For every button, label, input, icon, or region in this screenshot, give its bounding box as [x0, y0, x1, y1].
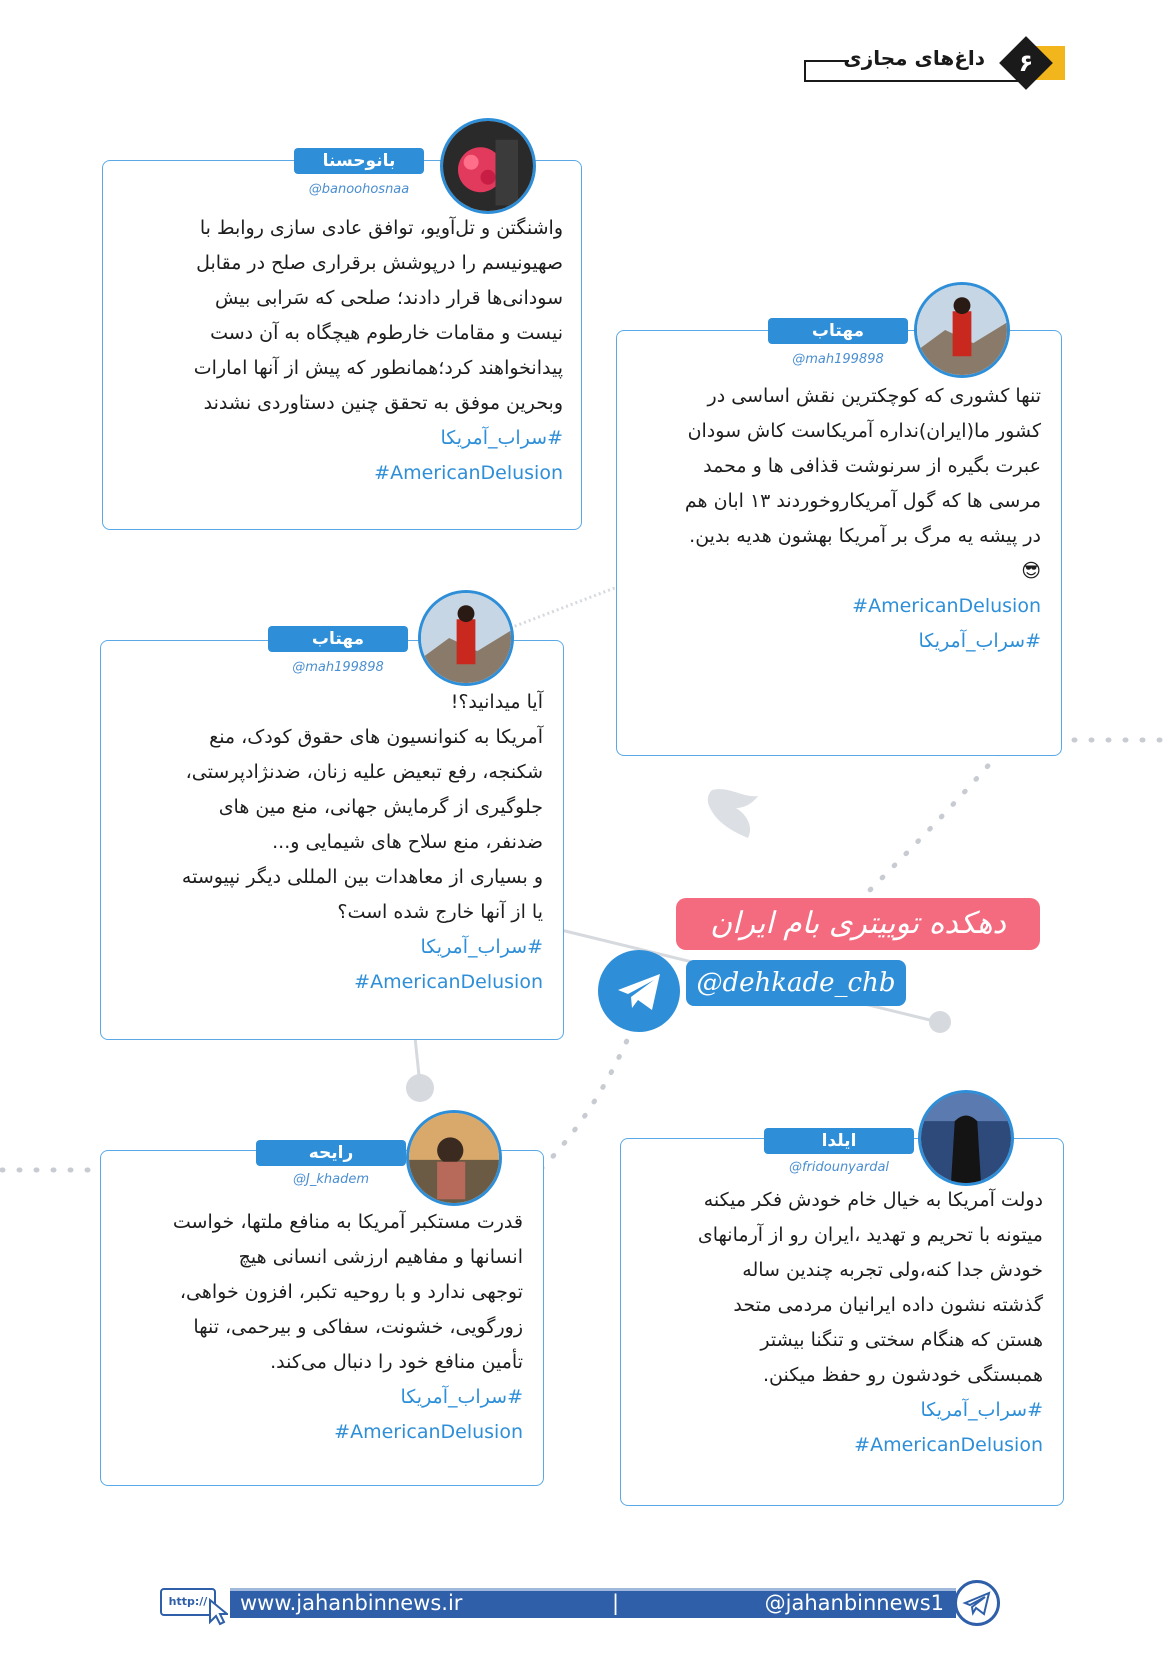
tweet-line: جلوگیری از گرمایش جهانی، منع مین های: [218, 796, 543, 818]
user-handle[interactable]: @banoohosnaa: [308, 182, 410, 197]
tweet-body: [635, 1183, 1043, 1463]
tweet-card: [102, 160, 582, 530]
user-handle[interactable]: @mah199898: [792, 352, 884, 367]
tweet-line: در پیشه یه مرگ بر آمریکا بهشون هدیه بدین.: [689, 525, 1041, 547]
tweet-line: آیا میدانید؟!: [450, 691, 543, 713]
tweet-card: [616, 330, 1062, 756]
tweet-line: سودانی‌ها قرار دادند؛ صلحی که سَرابی بیش: [215, 287, 563, 309]
tweet-line: شکنجه، رفع تبعیض علیه زنان، ضدنژادپرستی،: [185, 761, 543, 783]
header-rule-tick: [804, 60, 806, 82]
tweet-line: تنها کشوری که کوچکترین نقش اساسی در: [707, 385, 1041, 407]
user-name-badge[interactable]: رایحه: [256, 1140, 406, 1166]
tweet-line: صهیونیسم را درپوشش برقراری صلح در مقابل: [196, 252, 563, 274]
tweet-card: [100, 1150, 544, 1486]
tweet-line: میتونه با تحریم و تهدید ،ایران رو از آرمانهای: [697, 1224, 1043, 1246]
hashtag-link[interactable]: #AmericanDelusion: [852, 595, 1041, 617]
tweet-line: پیدانخواهند کرد؛همانطور که پیش از آنها امارات: [193, 357, 563, 379]
user-avatar[interactable]: [406, 1110, 502, 1206]
hashtag-link[interactable]: #سراب_آمریکا: [440, 427, 563, 449]
tweet-card: [620, 1138, 1064, 1506]
tweet-line: گذشته نشون داده ایرانیان مردمی متحد: [733, 1294, 1043, 1316]
tweet-line: وبحرین موفق به تحقق چنین دستاوردی نشدند: [203, 392, 563, 414]
hashtag-link[interactable]: #AmericanDelusion: [334, 1421, 523, 1443]
hashtag-link[interactable]: #AmericanDelusion: [854, 1434, 1043, 1456]
tweet-line: کشور ما(ایران)نداره آمریکاست کاش سودان: [687, 420, 1041, 442]
hashtag-link[interactable]: #سراب_آمریکا: [400, 1386, 523, 1408]
header-rule: [804, 80, 1024, 82]
tweet-body: [131, 211, 563, 491]
tweet-line: دولت آمریکا به خیال خام خودش فکر میکنه: [703, 1189, 1043, 1211]
tweet-line: انسانها و مفاهیم ارزشی انسانی هیچ: [238, 1246, 523, 1268]
hashtag-link[interactable]: #AmericanDelusion: [354, 971, 543, 993]
page-header: [800, 40, 1065, 90]
tweet-line: قدرت مستکبر آمریکا به منافع ملتها، خواست: [172, 1211, 523, 1233]
page-number: ۶: [1018, 49, 1034, 77]
tweet-body: [119, 1205, 523, 1450]
telegram-handle-link[interactable]: @jahanbinnews1: [764, 1591, 944, 1615]
user-avatar[interactable]: [918, 1090, 1014, 1186]
tweet-card: [100, 640, 564, 1040]
telegram-icon[interactable]: [954, 1580, 1000, 1626]
http-badge: http://: [160, 1588, 216, 1616]
tweet-line: ضدنفر، منع سلاح های شیمایی و...: [272, 831, 543, 853]
tweet-body: [631, 379, 1041, 659]
user-name-badge[interactable]: بانوحسنا: [294, 148, 424, 174]
user-avatar[interactable]: [418, 590, 514, 686]
telegram-icon[interactable]: [598, 950, 680, 1032]
user-avatar[interactable]: [914, 282, 1010, 378]
tweet-line: همبستگی خودشون رو حفظ میکنن.: [763, 1364, 1043, 1386]
tweet-line: واشنگتن و تل‌آویو، توافق عادی سازی روابط با: [199, 217, 563, 239]
user-name-badge[interactable]: مهتاب: [768, 318, 908, 344]
tweet-line: مرسی ها که گول آمریکاروخوردند ۱۳ ابان هم: [684, 490, 1041, 512]
tweet-body: [119, 685, 543, 1000]
user-handle[interactable]: @J_khadem: [293, 1172, 369, 1187]
hashtag-link[interactable]: #سراب_آمریکا: [918, 630, 1041, 652]
tweet-line: و بسیاری از معاهدات بین المللی دیگر نپیوسته: [181, 866, 543, 888]
section-title: داغ‌های مجازی: [843, 46, 985, 70]
page-footer: [160, 1576, 1010, 1630]
tweet-line: تأمین منافع خود را دنبال می‌کند.: [270, 1351, 523, 1373]
hashtag-link[interactable]: #سراب_آمریکا: [420, 936, 543, 958]
website-link[interactable]: www.jahanbinnews.ir: [240, 1591, 463, 1615]
tweet-line: زورگویی، خشونت، سفاکی و بیرحمی، تنها: [193, 1316, 523, 1338]
channel-handle[interactable]: @dehkade_chb: [686, 960, 906, 1006]
footer-separator: |: [612, 1591, 620, 1615]
tweet-line: آمریکا به کنوانسیون های حقوق کودک، منع: [209, 726, 543, 748]
header-rule-top: [804, 60, 849, 62]
tweet-line: یا از آنها خارج شده است؟: [337, 901, 543, 923]
user-name-badge[interactable]: ایلدا: [764, 1128, 914, 1154]
channel-title-banner: دهکده توییتری بام ایران: [676, 898, 1040, 950]
user-name-badge[interactable]: مهتاب: [268, 626, 408, 652]
cursor-icon: [208, 1598, 228, 1626]
tweet-line: توجهی ندارد و با روحیه تکبر، افزون خواهی،: [179, 1281, 523, 1303]
user-avatar[interactable]: [440, 118, 536, 214]
tweet-line: 😎: [1021, 560, 1041, 582]
tweet-line: خودش جدا کنه،ولی تجربه چندین ساله: [742, 1259, 1043, 1281]
tweet-line: نیست و مقامات خارطوم هیچگاه به آن دست: [210, 322, 563, 344]
tweet-line: عبرت بگیره از سرنوشت قذافی ها و محمد: [703, 455, 1041, 477]
user-handle[interactable]: @mah199898: [292, 660, 384, 675]
hashtag-link[interactable]: #سراب_آمریکا: [920, 1399, 1043, 1421]
tweet-line: هستن که هنگام سختی و تنگنا بیشتر: [760, 1329, 1043, 1351]
hashtag-link[interactable]: #AmericanDelusion: [374, 462, 563, 484]
user-handle[interactable]: @fridounyardal: [788, 1160, 890, 1175]
